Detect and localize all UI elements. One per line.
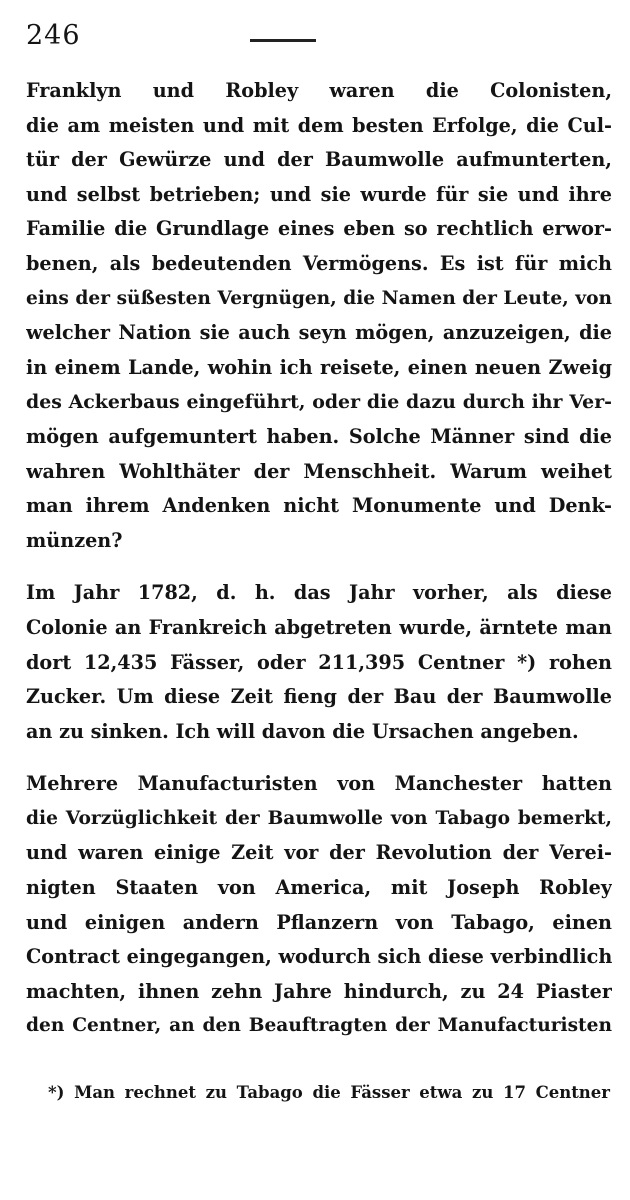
text-line: nigten Staaten von America, mit Joseph Robley — [26, 876, 612, 900]
text-line: Im Jahr 1782, d. h. das Jahr vorher, als diese — [26, 581, 612, 605]
text-line: in einem Lande, wohin ich reisete, einen neuen Zweig — [26, 355, 612, 379]
text-line: eins der süßesten Vergnügen, die Namen der Leute, von — [26, 287, 612, 309]
paragraph-gap — [26, 558, 612, 576]
text-line: des Ackerbaus eingeführt, oder die dazu durch ihr Ver- — [26, 391, 612, 414]
footnote: *) Man rechnet zu Tabago die Fässer etwa zu 17 Centner — [48, 1083, 610, 1102]
text-line: Zucker. Um diese Zeit fieng der Bau der Baumwolle — [26, 685, 612, 709]
text-line: Familie die Grundlage eines eben so rechtlich erwor- — [26, 217, 612, 241]
text-line: den Centner, an den Beauftragten der Manufacturisten — [26, 1015, 612, 1037]
page-number: 246 — [26, 20, 81, 51]
text-line: man ihrem Andenken nicht Monumente und Denk- — [26, 494, 612, 518]
text-line: und selbst betrieben; und sie wurde für sie und ihre — [26, 182, 612, 206]
paragraph-gap — [26, 749, 612, 767]
text-line: dort 12,435 Fässer, oder 211,395 Centner *) rohen — [26, 650, 612, 674]
text-line: tür der Gewürze und der Baumwolle aufmunterten, — [26, 148, 612, 172]
text-line: Franklyn und Robley waren die Colonisten, — [26, 79, 612, 102]
text-line: benen, als bedeutenden Vermögens. Es ist für mich — [26, 251, 612, 275]
paragraph-3 — [26, 767, 612, 1044]
header-rule — [250, 39, 316, 42]
body-text — [26, 74, 612, 1044]
text-line: die am meisten und mit dem besten Erfolge, die Cul- — [26, 113, 612, 137]
text-line: und einigen andern Pflanzern von Tabago, einen — [26, 910, 612, 934]
text-line: wahren Wohlthäter der Menschheit. Warum weihet — [26, 459, 612, 483]
text-line: mögen aufgemuntert haben. Solche Männer sind die — [26, 424, 612, 448]
paragraph-1 — [26, 74, 612, 558]
text-line: machten, ihnen zehn Jahre hindurch, zu 24 Piaster — [26, 979, 612, 1003]
text-line: Colonie an Frankreich abgetreten wurde, ärntete man — [26, 615, 612, 639]
text-line: Mehrere Manufacturisten von Manchester hatten — [26, 772, 612, 796]
text-line: und waren einige Zeit vor der Revolution der Verei- — [26, 841, 612, 865]
paragraph-2 — [26, 576, 612, 749]
text-line: münzen? — [26, 528, 123, 552]
text-line: Contract eingegangen, wodurch sich diese verbindlich — [26, 945, 612, 969]
text-line: an zu sinken. Ich will davon die Ursachen angeben. — [26, 719, 579, 743]
text-line: die Vorzüglichkeit der Baumwolle von Tabago bemerkt, — [26, 807, 612, 829]
text-line: welcher Nation sie auch seyn mögen, anzuzeigen, die — [26, 321, 612, 345]
